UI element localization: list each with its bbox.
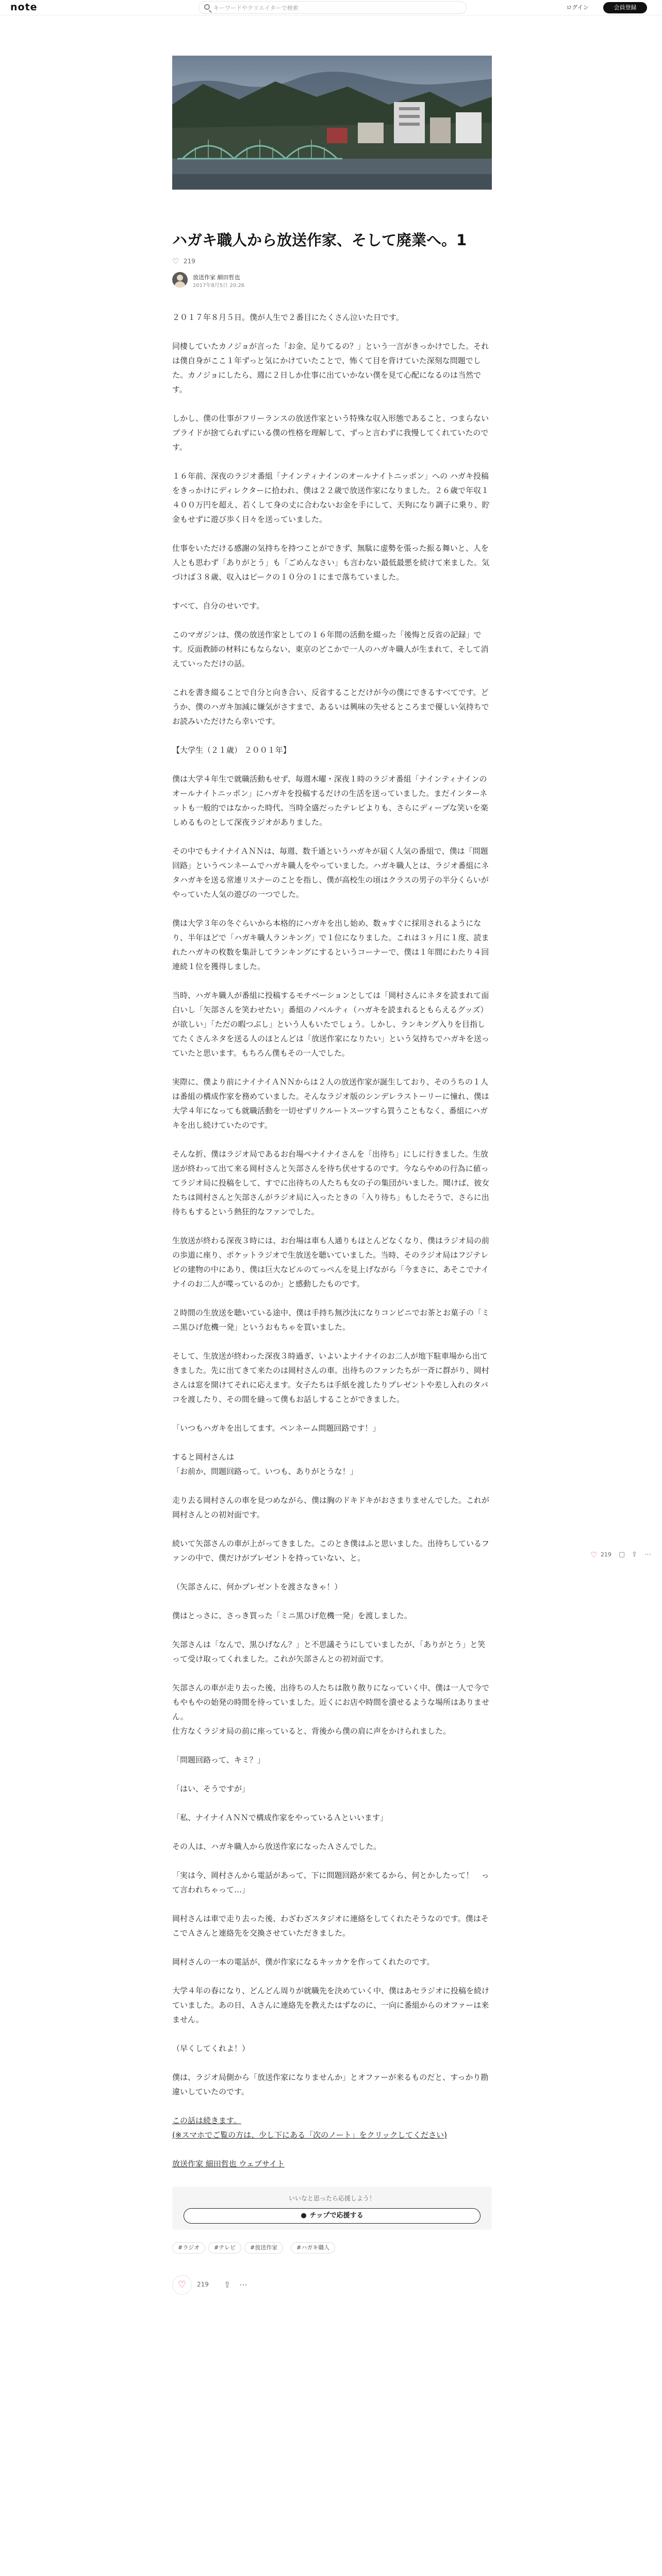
paragraph: 「はい、そうですが」 — [172, 1784, 250, 1793]
paragraph: 「問題回路って、キミ？」 — [172, 1755, 265, 1765]
search-bar[interactable] — [198, 1, 467, 14]
paragraph: 続いて矢部さんの車が上がってきました。このとき僕はふと思いました。出待ちしているファンの中で、僕だけがプレゼントを持っていない、と。 — [172, 1539, 490, 1563]
heart-icon[interactable]: ♡ — [590, 1550, 598, 1560]
paragraph: （矢部さんに、何かプレゼントを渡さなきゃ！） — [172, 1582, 342, 1591]
paragraph: ２０１７年８月５日。僕が人生で２番目にたくさん泣いた日です。 — [172, 313, 404, 322]
paragraph: 走り去る岡村さんの車を見つめながら、僕は胸のドキドキがおさまりませんでした。これが岡村さんとの初対面です。 — [172, 1496, 490, 1519]
paragraph: （早くしてくれよ！） — [172, 2044, 250, 2053]
chip-button-label: チップで応援する — [309, 2212, 363, 2219]
paragraph: これを書き綴ることで自分と向き合い、反省することだけが今の僕にできるすべてです。どうか、僕のハガキ加減に嫌気がさすまで、あるいは興味の失せるところまで優しい気持ちでお読みいただけたら幸いです。 — [172, 688, 489, 726]
paragraph: 生放送が終わる深夜３時には、お台場は車も人通りもほとんどなくなり、僕はラジオ局の前の歩道に座り、ポケットラジオで生放送を聴いていました。当時、そのラジオ局はフジテレビの建物の中にあり、僕は巨大なビルのてっぺんを見上げながら「今まさに、あそこでナイナイのお二人が喋っているのか」と感動したものです。 — [172, 1236, 490, 1289]
search-icon — [204, 4, 210, 10]
site-header — [0, 0, 662, 15]
note-logo[interactable]: note — [10, 2, 38, 13]
paragraph: そんな折、僕はラジオ局であるお台場ペナイナイさんを「出待ち」にしに行きました。生放送が終わって出て来る岡村さんと矢部さんを待ち伏せするのです。今ならやめの行為に値ってラジオ局に投稿をして、すでに出待ちの人たちも女の子の集団がいました。聞けば、彼女たちは岡村さんと矢部さんがラジオ局に入ったときの「入り待ち」もしたそうで、さらに出待ちもするという熱狂的なファンでした。 — [172, 1149, 490, 1216]
paragraph: 当時、ハガキ職人が番組に投稿するモチベーションとしては「岡村さんにネタを読まれて面白いし「矢部さんを笑わせたい」番組のノベルティ（ハガキを読まれるともらえるグッズ）が欲しい」「ただの暇つぶし」という人もいたでしょう。しかし、ランキング入りを目指してたくさんネタを送る人のほとんどは「放送作家になりたい」という気持ちでハガキを送っていたと思います。もちろん僕もその一人でした。 — [172, 991, 489, 1058]
tag-radio[interactable]: #ラジオ — [172, 2242, 205, 2253]
continue-note[interactable]: この話は続きます。 (※スマホでご覧の方は、少し下にある「次のノート」をクリックしてください) — [172, 2116, 447, 2140]
heart-icon[interactable]: ♡ — [172, 257, 179, 266]
paragraph: ２時間の生放送を聴いている途中、僕は手持ち無沙汰になりコンビニでお茶とお菓子の「ミニ黒ひげ危機一発」というおもちゃを買いました。 — [172, 1308, 490, 1332]
paragraph: 「実は今、岡村さんから電話があって、下に問題回路が来てるから、何とかしたって！ って言われちゃって…」 — [172, 1871, 489, 1894]
paragraph: 矢部さんは「なんで、黒ひげなん？」と不思議そうにしていましたが、「ありがとう」と笑って受け取ってくれました。これが矢部さんとの初対面です。 — [172, 1640, 486, 1664]
paragraph: その中でもナイナイＡＮＮは、毎週、数千通というハガキが届く人気の番組で、僕は「問題回路」というペンネームでハガキ職人をやっていました。ハガキ職人とは、ラジオ番組にネタハガキを送る常連リスナーのことを指し、僕が高校生の頃はクラスの男子の半分くらいがやっていた人気の遊びの一つでした。 — [172, 846, 489, 899]
support-label: いいなと思ったら応援しよう！ — [288, 2195, 375, 2202]
paragraph: しかし、僕の仕事がフリーランスの放送作家という特殊な収入形態であること、つまらないプライドが捨てられずにいる僕の性格を理解して、ずっと言わずに我慢してくれていたのです。 — [172, 414, 489, 452]
paragraph: すると岡村さんは 「お前か、問題回路って。いつも、ありがとうな！」 — [172, 1452, 358, 1476]
tag-writer[interactable]: #放送作家 — [244, 2242, 283, 2253]
like-count: 219 — [184, 258, 195, 265]
paragraph: 僕は、ラジオ局側から「放送作家になりませんか」とオファーが来るものだと、すっかり勘違いしていたのです。 — [172, 2073, 489, 2096]
paragraph: 岡村さんは車で走り去った後、わざわざスタジオに連絡をしてくれたそうなのです。僕はそこでＡさんと連絡先を交換させていただきました。 — [172, 1914, 489, 1938]
tag-list — [172, 2242, 492, 2255]
paragraph: そして、生放送が終わった深夜３時過ぎ、いよいよナイナイのお二人が地下駐車場から出てきました。先に出てきて来たのは岡村さんの車。出待ちのファンたちが一斉に群がり、岡村さんは窓を開けてそれに応えます。女子たちは手紙を渡したりプレゼントや差し入れのタバコを渡したり、その間を縫って僕もお話しすることができました。 — [172, 1351, 489, 1404]
paragraph: 仕事をいただける感謝の気持ちを持つことができず、無駄に虚勢を張った振る舞いと、人を人とも思わず「ありがとう」も「ごめんなさい」も言わない最低最悪を続けて来ました。気づけば３８歳、収入はピークの１０分の１にまで落ちていました。 — [172, 544, 490, 582]
section-heading: 【大学生（２１歳） ２００１年】 — [172, 745, 291, 755]
paragraph: このマガジンは、僕の放送作家としての１６年間の活動を綴った「後悔と反省の記録」です。反面教師の材料にもならない、東京のどこかで一人のハガキ職人が生まれて、そして消えていっただけの話。 — [172, 630, 489, 668]
tag-tv[interactable]: #テレビ — [208, 2242, 241, 2253]
paragraph: 実際に、僕より前にナイナイＡＮＮからは２人の放送作家が誕生しており、そのうちの１人は番組の構成作家を務めていました。そんなラジオ版のシンデレラストーリーに憧れ、僕は大学４年になっても就職活動を一切せずリクルートスーツすら買うこともなく、番組にハガキを出し続けていたのです。 — [172, 1077, 489, 1130]
signup-button[interactable]: 会員登録 — [603, 2, 647, 13]
floating-actions — [590, 1551, 657, 1561]
chip-icon: ● — [301, 2212, 307, 2219]
share-icon[interactable]: ⇪ — [632, 1551, 637, 1558]
paragraph: 大学４年の春になり、どんどん周りが就職先を決めていく中、僕はあセラジオに投稿を続けていました。あの日、Ａさんに連絡先を教えたはずなのに、一向に番組からのオファーは来ません。 — [172, 1986, 490, 2024]
author-name[interactable]: 放送作家 細田哲也 — [193, 274, 240, 281]
paragraph: すべて、自分のせいです。 — [172, 601, 264, 611]
search-input[interactable] — [213, 3, 461, 12]
heart-icon[interactable]: ♡ — [172, 2275, 192, 2295]
paragraph: 僕はとっさに、さっき買った「ミニ黒ひげ危機一発」を渡しました。 — [172, 1611, 412, 1620]
paragraph: その人は、ハガキ職人から放送作家になったＡさんでした。 — [172, 1842, 382, 1851]
paragraph: 「いつもハガキを出してます。ペンネーム問題回路です！」 — [172, 1423, 380, 1433]
article — [172, 56, 492, 2296]
like-count: 219 — [197, 2281, 209, 2288]
paragraph: 僕は大学４年生で就職活動もせず、毎週木曜・深夜１時のラジオ番組「ナインティナインのオールナイトニッポン」にハガキを投稿するだけの生活を送っていました。まだインターネットも一般的ではなかった時代、当時全盛だったテレビよりも、さらにディープな笑いを楽しめるものとして深夜ラジオがありました。 — [172, 774, 488, 827]
paragraph: 「私、ナイナイＡＮＮで構成作家をやっているＡといいます」 — [172, 1813, 388, 1822]
paragraph: 僕は大学３年の冬ぐらいから本格的にハガキを出し始め、数ヵすぐに採用されるようになり、半年ほどで「ハガキ職人ランキング」で１位になりました。これは３ヶ月に１度、読まれたハガキの枚数を集計してランキングにするというコーナーで、僕は１年間にわたり４回連続１位を獲得しました。 — [172, 919, 489, 971]
support-box — [172, 2187, 492, 2230]
hero-image — [172, 56, 492, 190]
like-count: 219 — [601, 1551, 611, 1558]
login-button[interactable]: ログイン — [562, 2, 593, 13]
article-body — [172, 310, 492, 2171]
hero-photo — [172, 56, 492, 190]
article-title: ハガキ職人から放送作家、そして廃業へ。1 — [172, 231, 467, 249]
author-info — [172, 272, 492, 290]
paragraph: 矢部さんの車が走り去った後、出待ちの人たちは散り散りになっていく中、僕は一人で今でもやもやの始発の時間を待っていました。近くにお店や時間を潰せるような場所はありません。 仕方なくラジオ局の前に座っていると、背後から僕の肩に声をかけられました。 — [172, 1683, 490, 1736]
avatar[interactable] — [172, 272, 188, 287]
paragraph: 同棲していたカノジョが言った「お金、足りてるの？」という一言がきっかけでした。それは僕自身がここ１年ずっと気にかけていたことで、怖くて目を背けていた深刻な問題でした。カノジョにしたら、週に２日しか仕事に出ていかない僕を見て心配になるのは当然です。 — [172, 342, 489, 394]
share-icon[interactable]: ⇪ — [224, 2280, 231, 2290]
chip-support-button[interactable] — [184, 2208, 481, 2224]
comment-icon[interactable]: ▢ — [619, 1551, 625, 1558]
tag-postcard[interactable]: #ハガキ職人 — [291, 2242, 335, 2253]
paragraph: 岡村さんの一本の電話が、僕が作家になるキッカケを作ってくれたのです。 — [172, 1957, 435, 1967]
bottom-actions — [172, 2275, 492, 2296]
post-date: 2017年8月5日 20:26 — [193, 283, 245, 289]
paragraph: １６年前、深夜のラジオ番組「ナインティナインのオールナイトニッポン」への ハガキ投稿をきっかけにディレクターに拾われ、僕は２２歳で放送作家になりました。２６歳で年収１４００万円を超え、若くして身の丈に合わないお金を手にして、天狗になり調子に乗り、貯金もせずに遊び歩く日々を送っていました。 — [172, 471, 490, 524]
more-icon[interactable]: ⋯ — [239, 2280, 247, 2290]
author-website-link[interactable]: 放送作家 細田哲也 ウェブサイト — [172, 2159, 285, 2168]
more-icon[interactable]: ⋯ — [644, 1551, 651, 1558]
like-row — [172, 258, 492, 266]
